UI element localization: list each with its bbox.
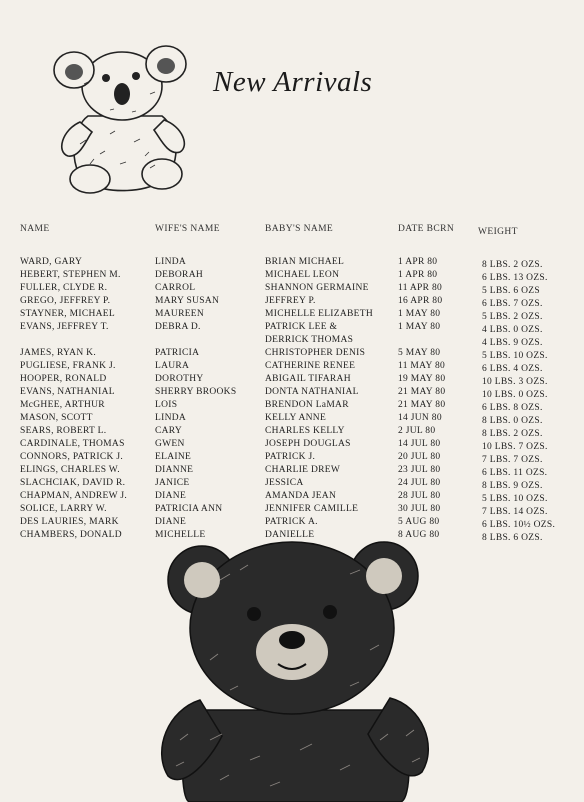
cell-name: CHAPMAN, ANDREW J. — [20, 491, 128, 501]
cell-name: SLACHCIAK, DAVID R. — [20, 478, 126, 488]
cell-baby: JEFFREY P. — [265, 296, 316, 306]
cell-name: HOOPER, RONALD — [20, 374, 107, 384]
cell-baby: CHARLES KELLY — [265, 426, 345, 436]
cell-baby: DANIELLE — [265, 530, 315, 540]
cell-weight: 8 LBS. 2 OZS. — [482, 429, 543, 439]
cell-weight: 8 LBS. 6 OZS. — [482, 533, 543, 543]
cell-weight: 8 LBS. 2 OZS. — [482, 260, 543, 270]
cell-name: JAMES, RYAN K. — [20, 348, 96, 358]
cell-baby: CHARLIE DREW — [265, 465, 341, 475]
cell-date: 30 JUL 80 — [398, 504, 441, 514]
cell-baby: JOSEPH DOUGLAS — [265, 439, 351, 449]
cell-wife: MICHELLE — [155, 530, 206, 540]
cell-baby: DONTA NATHANIAL — [265, 387, 359, 397]
cell-baby: CHRISTOPHER DENIS — [265, 348, 366, 358]
cell-date: 1 MAY 80 — [398, 322, 441, 332]
cell-date: 1 APR 80 — [398, 270, 438, 280]
cell-name: MASON, SCOTT — [20, 413, 93, 423]
cell-name: DES LAURIES, MARK — [20, 517, 119, 527]
cell-baby: MICHAEL LEON — [265, 270, 340, 280]
cell-wife: LINDA — [155, 257, 187, 267]
header-name: NAME — [20, 224, 50, 234]
cell-weight: 5 LBS. 2 OZS. — [482, 312, 543, 322]
cell-wife: JANICE — [155, 478, 190, 488]
cell-name: EVANS, JEFFREY T. — [20, 322, 109, 332]
cell-baby: KELLY ANNE — [265, 413, 327, 423]
cell-baby: PATRICK LEE & — [265, 322, 338, 332]
cell-weight: 5 LBS. 10 OZS. — [482, 351, 548, 361]
cell-date: 1 MAY 80 — [398, 309, 441, 319]
cell-baby: SHANNON GERMAINE — [265, 283, 369, 293]
cell-baby: DERRICK THOMAS — [265, 335, 354, 345]
cell-weight: 6 LBS. 7 OZS. — [482, 299, 543, 309]
cell-name: EVANS, NATHANIAL — [20, 387, 115, 397]
cell-weight: 5 LBS. 10 OZS. — [482, 494, 548, 504]
cell-name: PUGLIESE, FRANK J. — [20, 361, 116, 371]
cell-name: CONNORS, PATRICK J. — [20, 452, 124, 462]
cell-wife: SHERRY BROOKS — [155, 387, 237, 397]
cell-name: GREGO, JEFFREY P. — [20, 296, 111, 306]
cell-baby: PATRICK A. — [265, 517, 318, 527]
cell-date: 11 MAY 80 — [398, 361, 446, 371]
cell-wife: DEBORAH — [155, 270, 204, 280]
cell-weight: 10 LBS. 0 OZS. — [482, 390, 548, 400]
cell-weight: 7 LBS. 7 OZS. — [482, 455, 543, 465]
cell-date: 21 MAY 80 — [398, 387, 446, 397]
cell-date: 21 MAY 80 — [398, 400, 446, 410]
cell-baby: BRENDON LaMAR — [265, 400, 349, 410]
cell-date: 14 JUL 80 — [398, 439, 441, 449]
cell-wife: LAURA — [155, 361, 190, 371]
cell-wife: DIANE — [155, 491, 187, 501]
cell-wife: DIANE — [155, 517, 187, 527]
cell-baby: JESSICA — [265, 478, 304, 488]
cell-weight: 4 LBS. 0 OZS. — [482, 325, 543, 335]
cell-date: 28 JUL 80 — [398, 491, 441, 501]
cell-wife: PATRICIA — [155, 348, 200, 358]
cell-date: 2 JUL 80 — [398, 426, 436, 436]
cell-baby: CATHERINE RENEE — [265, 361, 356, 371]
cell-wife: MAUREEN — [155, 309, 205, 319]
cell-wife: MARY SUSAN — [155, 296, 220, 306]
cell-baby: MICHELLE ELIZABETH — [265, 309, 374, 319]
cell-name: CHAMBERS, DONALD — [20, 530, 122, 540]
cell-date: 16 APR 80 — [398, 296, 443, 306]
cell-baby: AMANDA JEAN — [265, 491, 337, 501]
cell-date: 5 AUG 80 — [398, 517, 440, 527]
header-wife: WIFE'S NAME — [155, 224, 220, 234]
cell-name: WARD, GARY — [20, 257, 83, 267]
koala-illustration — [50, 34, 195, 194]
cell-weight: 10 LBS. 7 OZS. — [482, 442, 548, 452]
cell-date: 14 JUN 80 — [398, 413, 442, 423]
cell-wife: DEBRA D. — [155, 322, 201, 332]
header-weight: WEIGHT — [478, 227, 518, 237]
header-date: DATE BCRN — [398, 224, 455, 234]
cell-wife: PATRICIA ANN — [155, 504, 223, 514]
cell-weight: 6 LBS. 8 OZS. — [482, 403, 543, 413]
cell-weight: 6 LBS. 11 OZS. — [482, 468, 548, 478]
cell-date: 23 JUL 80 — [398, 465, 441, 475]
header-baby: BABY'S NAME — [265, 224, 334, 234]
cell-date: 19 MAY 80 — [398, 374, 446, 384]
cell-weight: 5 LBS. 6 OZS — [482, 286, 540, 296]
cell-name: FULLER, CLYDE R. — [20, 283, 108, 293]
cell-name: SEARS, ROBERT L. — [20, 426, 107, 436]
cell-weight: 7 LBS. 14 OZS. — [482, 507, 548, 517]
cell-wife: LINDA — [155, 413, 187, 423]
cell-baby: BRIAN MICHAEL — [265, 257, 345, 267]
cell-name: HEBERT, STEPHEN M. — [20, 270, 121, 280]
cell-wife: ELAINE — [155, 452, 192, 462]
cell-date: 1 APR 80 — [398, 257, 438, 267]
cell-weight: 6 LBS. 10½ OZS. — [482, 520, 556, 530]
teddy-bear-illustration — [150, 540, 440, 802]
cell-baby: JENNIFER CAMILLE — [265, 504, 359, 514]
cell-wife: LOIS — [155, 400, 178, 410]
cell-date: 5 MAY 80 — [398, 348, 441, 358]
cell-name: SOLICE, LARRY W. — [20, 504, 107, 514]
page-title: New Arrivals — [213, 66, 373, 98]
cell-weight: 8 LBS. 9 OZS. — [482, 481, 543, 491]
cell-date: 20 JUL 80 — [398, 452, 441, 462]
cell-wife: CARROL — [155, 283, 196, 293]
cell-name: STAYNER, MICHAEL — [20, 309, 115, 319]
cell-wife: DIANNE — [155, 465, 194, 475]
cell-weight: 6 LBS. 13 OZS. — [482, 273, 548, 283]
cell-date: 8 AUG 80 — [398, 530, 440, 540]
cell-date: 24 JUL 80 — [398, 478, 441, 488]
cell-name: CARDINALE, THOMAS — [20, 439, 125, 449]
cell-wife: DOROTHY — [155, 374, 204, 384]
cell-date: 11 APR 80 — [398, 283, 443, 293]
cell-name: ELINGS, CHARLES W. — [20, 465, 120, 475]
cell-baby: PATRICK J. — [265, 452, 316, 462]
cell-weight: 4 LBS. 9 OZS. — [482, 338, 543, 348]
cell-name: McGHEE, ARTHUR — [20, 400, 105, 410]
cell-weight: 10 LBS. 3 OZS. — [482, 377, 548, 387]
cell-weight: 6 LBS. 4 OZS. — [482, 364, 543, 374]
cell-wife: GWEN — [155, 439, 185, 449]
cell-baby: ABIGAIL TIFARAH — [265, 374, 351, 384]
cell-wife: CARY — [155, 426, 183, 436]
cell-weight: 8 LBS. 0 OZS. — [482, 416, 543, 426]
